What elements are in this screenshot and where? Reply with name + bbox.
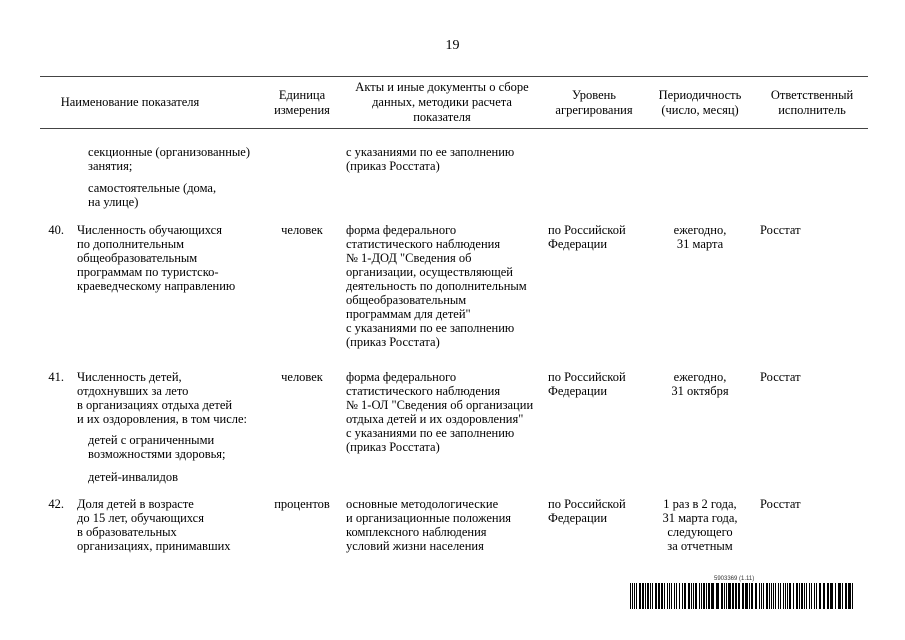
row-subitem-1: детей с ограниченными возможностями здоровья; [88,433,226,461]
row-level: по Российской Федерации [548,223,626,251]
row-subitem-2: детей-инвалидов [88,470,178,484]
header-responsible: Ответственный исполнитель [770,88,854,117]
row-number: 40. [48,223,64,237]
row-unit: человек [281,223,323,237]
row-unit: человек [281,370,323,384]
header-period: Периодичность (число, месяц) [658,88,742,117]
page-number: 19 [445,38,460,53]
header-level: Уровень агрегирования [555,88,633,117]
row-acts: форма федерального статистического наблюдения № 1-ОЛ "Сведения об организации отдыха детей и их оздоровления" с указаниями по ее заполнению (приказ Росстата) [346,370,534,454]
row-responsible: Росстат [760,223,801,237]
row-number: 42. [48,497,64,511]
header-unit: Единица измерения [274,88,330,117]
row-responsible: Росстат [760,370,801,384]
header-bottom-rule [40,128,868,129]
row-period: ежегодно, 31 октября [671,370,729,398]
header-name: Наименование показателя [60,95,200,109]
row-level: по Российской Федерации [548,497,626,525]
row-acts: форма федерального статистического наблюдения № 1-ДОД "Сведения об организации, осуществляющей деятельность по дополнительным общеобразовательным программам для детей" с указаниями по ее заполнению (приказ Росстата) [346,223,527,349]
table-top-rule [40,76,868,77]
continuation-acts: с указаниями по ее заполнению (приказ Росстата) [346,145,515,173]
row-indicator-name: Численность обучающихся по дополнительным общеобразовательным программам по туристско- краеведческому направлению [77,223,236,293]
row-unit: процентов [274,497,330,511]
header-acts: Акты и иные документы о сборе данных, методики расчета показателя [355,80,529,124]
row-period: 1 раз в 2 года, 31 марта года, следующего за отчетным [662,497,738,553]
continuation-name-1: секционные (организованные) занятия; [88,145,251,173]
row-acts: основные методологические и организационные положения комплексного наблюдения условий жизни населения [346,497,512,553]
barcode-label: 5903369 (1.11) [714,576,755,582]
row-period: ежегодно, 31 марта [673,223,727,251]
row-number: 41. [48,370,64,384]
continuation-name-2: самостоятельные (дома, на улице) [88,181,217,209]
row-responsible: Росстат [760,497,801,511]
row-indicator-name: Численность детей, отдохнувших за лето в организациях отдыха детей и их оздоровления, в том числе: [77,370,248,426]
row-indicator-name: Доля детей в возрасте до 15 лет, обучающихся в образовательных организациях, принимавших [77,497,231,553]
barcode-icon [630,583,854,609]
row-level: по Российской Федерации [548,370,626,398]
